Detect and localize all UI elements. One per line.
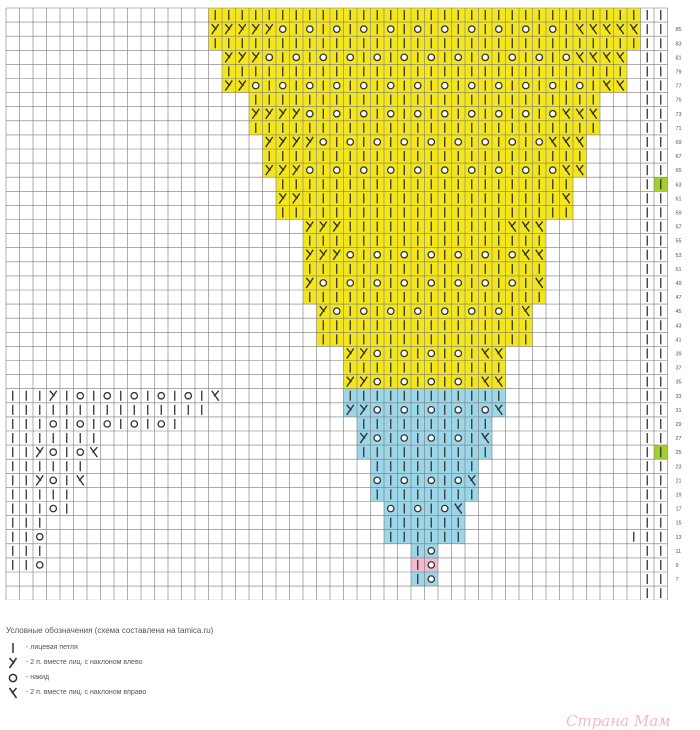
yarn-over-stitch xyxy=(455,139,461,145)
row-number: 53 xyxy=(675,252,682,259)
yarn-over-stitch xyxy=(388,82,394,88)
yarn-over-stitch xyxy=(347,54,353,60)
row-number: 13 xyxy=(675,534,682,541)
yarn-over-stitch xyxy=(563,54,569,60)
row-number: 49 xyxy=(675,280,682,287)
yarn-over-stitch xyxy=(496,26,502,32)
row-number: 43 xyxy=(675,323,682,330)
yarn-over-stitch xyxy=(482,407,488,413)
legend-title: Условные обозначения (схема составлена на tamica.ru) xyxy=(6,626,214,635)
yarn-over-stitch xyxy=(334,82,340,88)
yarn-over-stitch xyxy=(455,435,461,441)
yarn-over-stitch xyxy=(253,82,259,88)
k2tog-right-stitch xyxy=(77,475,84,485)
yarn-over-stitch xyxy=(428,139,434,145)
yarn-over-stitch xyxy=(428,252,434,258)
yarn-over-stitch xyxy=(469,167,475,173)
row-number: 15 xyxy=(675,520,682,527)
yarn-over-stitch xyxy=(496,308,502,314)
yarn-over-stitch xyxy=(320,139,326,145)
row-number: 47 xyxy=(675,295,682,302)
yarn-over-stitch xyxy=(482,54,488,60)
k2tog-right-stitch xyxy=(212,391,219,401)
yarn-over-stitch xyxy=(374,477,380,483)
yarn-over-stitch xyxy=(401,252,407,258)
yarn-over-stitch xyxy=(442,111,448,117)
yarn-over-stitch xyxy=(307,111,313,117)
row-number: 55 xyxy=(675,238,682,245)
yarn-over-stitch xyxy=(415,505,421,511)
row-number: 37 xyxy=(675,365,682,372)
row-number: 19 xyxy=(675,492,682,499)
yarn-over-stitch xyxy=(401,435,407,441)
yarn-over-stitch xyxy=(307,26,313,32)
yarn-over-stitch xyxy=(334,26,340,32)
row-number: 9 xyxy=(675,562,679,569)
row-number: 27 xyxy=(675,436,682,443)
yarn-over-stitch xyxy=(442,82,448,88)
yarn-over-stitch xyxy=(347,139,353,145)
row-number: 45 xyxy=(675,309,682,316)
row-number: 51 xyxy=(675,266,682,273)
yarn-over-stitch xyxy=(428,378,434,384)
yarn-over-stitch xyxy=(361,26,367,32)
yarn-over-stitch xyxy=(334,111,340,117)
yarn-over-stitch xyxy=(266,54,272,60)
legend-item xyxy=(6,655,213,670)
yarn-over-stitch xyxy=(523,26,529,32)
legend-label: - лицевая петля xyxy=(26,644,78,651)
yarn-over-stitch xyxy=(374,378,380,384)
k2tog-left-stitch xyxy=(50,391,57,401)
yarn-over-stitch xyxy=(361,308,367,314)
row-number: 61 xyxy=(675,196,682,203)
yarn-over-stitch xyxy=(131,393,137,399)
yarn-over-stitch xyxy=(536,139,542,145)
yarn-over-stitch xyxy=(37,562,43,568)
row-number: 7 xyxy=(675,577,679,584)
yarn-over-stitch xyxy=(361,167,367,173)
yarn-over-stitch xyxy=(388,167,394,173)
yarn-over-stitch xyxy=(131,421,137,427)
yarn-over-stitch xyxy=(347,280,353,286)
yarn-over-stitch xyxy=(104,421,110,427)
yarn-over-stitch xyxy=(455,252,461,258)
yarn-over-stitch xyxy=(428,350,434,356)
row-number: 29 xyxy=(675,421,682,428)
yarn-over-stitch xyxy=(50,505,56,511)
yarn-over-stitch xyxy=(280,82,286,88)
yarn-over-stitch xyxy=(509,54,515,60)
row-number: 77 xyxy=(675,83,682,90)
row-number: 81 xyxy=(675,55,682,62)
yarn-over-stitch xyxy=(442,308,448,314)
row-numbers xyxy=(676,27,682,583)
row-number: 35 xyxy=(675,379,682,386)
yarn-over-stitch xyxy=(77,421,83,427)
yarn-over-stitch xyxy=(401,139,407,145)
yarn-over-stitch xyxy=(388,308,394,314)
yarn-over-stitch xyxy=(77,393,83,399)
yarn-over-stitch xyxy=(415,26,421,32)
yarn-over-stitch xyxy=(469,26,475,32)
yarn-over-stitch xyxy=(536,54,542,60)
row-number: 31 xyxy=(675,407,682,414)
yarn-over-stitch xyxy=(428,280,434,286)
yarn-over-stitch xyxy=(347,252,353,258)
yarn-over-stitch xyxy=(374,435,380,441)
yarn-over-stitch xyxy=(401,350,407,356)
yarn-over-stitch xyxy=(401,54,407,60)
yarn-over-stitch xyxy=(185,393,191,399)
yarn-over-stitch xyxy=(158,393,164,399)
row-number: 17 xyxy=(675,506,682,513)
yarn-over-stitch xyxy=(361,111,367,117)
yarn-over-stitch xyxy=(469,308,475,314)
yarn-over-stitch xyxy=(428,562,434,568)
knit-icon xyxy=(6,642,20,654)
yarn-over-stitch xyxy=(37,534,43,540)
row-number: 21 xyxy=(675,478,682,485)
row-number: 33 xyxy=(675,393,682,400)
yarn-over-stitch xyxy=(374,54,380,60)
yarn-over-stitch xyxy=(401,477,407,483)
yarn-over-stitch xyxy=(428,548,434,554)
legend-item xyxy=(6,670,213,685)
legend-label: - накид xyxy=(26,674,50,681)
row-number: 57 xyxy=(675,224,682,231)
row-number: 11 xyxy=(675,548,682,555)
yarn-over-stitch xyxy=(428,54,434,60)
yarn-over-stitch xyxy=(455,477,461,483)
legend-item xyxy=(6,640,213,655)
yarn-over-stitch xyxy=(442,167,448,173)
yarn-over-stitch xyxy=(280,26,286,32)
yarn-over-stitch xyxy=(550,167,556,173)
yarn-over-stitch xyxy=(50,421,56,427)
yarn-over-stitch xyxy=(374,350,380,356)
row-number: 59 xyxy=(675,210,682,217)
yarn-over-stitch xyxy=(307,167,313,173)
yarn-over-stitch xyxy=(550,26,556,32)
yarn-over-stitch xyxy=(50,449,56,455)
yarn-over-stitch xyxy=(523,111,529,117)
yarn-over-stitch xyxy=(509,139,515,145)
yarn-over-stitch xyxy=(442,505,448,511)
yarn-over-stitch xyxy=(523,82,529,88)
yarn-over-stitch xyxy=(158,421,164,427)
yarn-over-stitch xyxy=(455,350,461,356)
yarn-over-stitch xyxy=(428,407,434,413)
yarn-over-stitch xyxy=(334,308,340,314)
yarn-over-stitch xyxy=(77,449,83,455)
row-number: 25 xyxy=(675,450,682,457)
yarn-over-stitch xyxy=(550,111,556,117)
yarn-over-stitch xyxy=(455,54,461,60)
watermark: Страна Мам xyxy=(566,712,671,730)
yarn-over-icon xyxy=(6,672,20,684)
row-number: 83 xyxy=(675,41,682,48)
row-number: 69 xyxy=(675,139,682,146)
yarn-over-stitch xyxy=(428,477,434,483)
row-number: 79 xyxy=(675,69,682,76)
yarn-over-stitch xyxy=(428,435,434,441)
yarn-over-stitch xyxy=(577,82,583,88)
yarn-over-stitch xyxy=(401,407,407,413)
yarn-over-stitch xyxy=(320,280,326,286)
row-number: 39 xyxy=(675,351,682,358)
yarn-over-stitch xyxy=(293,54,299,60)
legend-label: - 2 п. вместе лиц. с наклоном влево xyxy=(26,659,143,666)
yarn-over-stitch xyxy=(415,308,421,314)
yarn-over-stitch xyxy=(334,167,340,173)
legend-item xyxy=(6,685,213,700)
yarn-over-stitch xyxy=(374,280,380,286)
yarn-over-stitch xyxy=(374,252,380,258)
k2tog-right-icon xyxy=(6,687,20,699)
yarn-over-stitch xyxy=(509,252,515,258)
row-number: 85 xyxy=(675,27,682,34)
yarn-over-stitch xyxy=(388,26,394,32)
row-number: 65 xyxy=(675,168,682,175)
yarn-over-stitch xyxy=(469,82,475,88)
k2tog-left-stitch xyxy=(36,475,43,485)
k2tog-right-stitch xyxy=(90,447,97,457)
yarn-over-stitch xyxy=(482,280,488,286)
row-number: 63 xyxy=(675,182,682,189)
yarn-over-stitch xyxy=(388,505,394,511)
k2tog-left-stitch xyxy=(36,447,43,457)
yarn-over-stitch xyxy=(388,111,394,117)
yarn-over-stitch xyxy=(401,378,407,384)
yarn-over-stitch xyxy=(550,82,556,88)
yarn-over-stitch xyxy=(104,393,110,399)
row-number: 41 xyxy=(675,337,682,344)
yarn-over-stitch xyxy=(455,280,461,286)
yarn-over-stitch xyxy=(455,407,461,413)
yarn-over-stitch xyxy=(415,167,421,173)
yarn-over-stitch xyxy=(482,252,488,258)
yarn-over-stitch xyxy=(374,139,380,145)
legend xyxy=(6,626,213,700)
yarn-over-stitch xyxy=(496,111,502,117)
legend-label: - 2 п. вместе лиц. с наклоном вправо xyxy=(26,689,147,696)
yarn-over-stitch xyxy=(428,576,434,582)
row-number: 73 xyxy=(675,111,682,118)
yarn-over-stitch xyxy=(523,167,529,173)
yarn-over-stitch xyxy=(307,82,313,88)
yarn-over-stitch xyxy=(320,54,326,60)
yarn-over-stitch xyxy=(401,280,407,286)
yarn-over-stitch xyxy=(455,378,461,384)
yarn-over-stitch xyxy=(496,82,502,88)
yarn-over-stitch xyxy=(415,82,421,88)
yarn-over-stitch xyxy=(50,477,56,483)
yarn-over-stitch xyxy=(374,407,380,413)
yarn-over-stitch xyxy=(361,82,367,88)
yarn-over-stitch xyxy=(469,111,475,117)
row-number: 67 xyxy=(675,154,682,161)
yarn-over-stitch xyxy=(442,26,448,32)
yarn-over-stitch xyxy=(482,139,488,145)
yarn-over-stitch xyxy=(415,111,421,117)
row-number: 71 xyxy=(675,125,682,132)
row-number: 23 xyxy=(675,464,682,471)
yarn-over-stitch xyxy=(509,280,515,286)
row-number: 75 xyxy=(675,97,682,104)
k2tog-left-icon xyxy=(6,657,20,669)
yarn-over-stitch xyxy=(496,167,502,173)
